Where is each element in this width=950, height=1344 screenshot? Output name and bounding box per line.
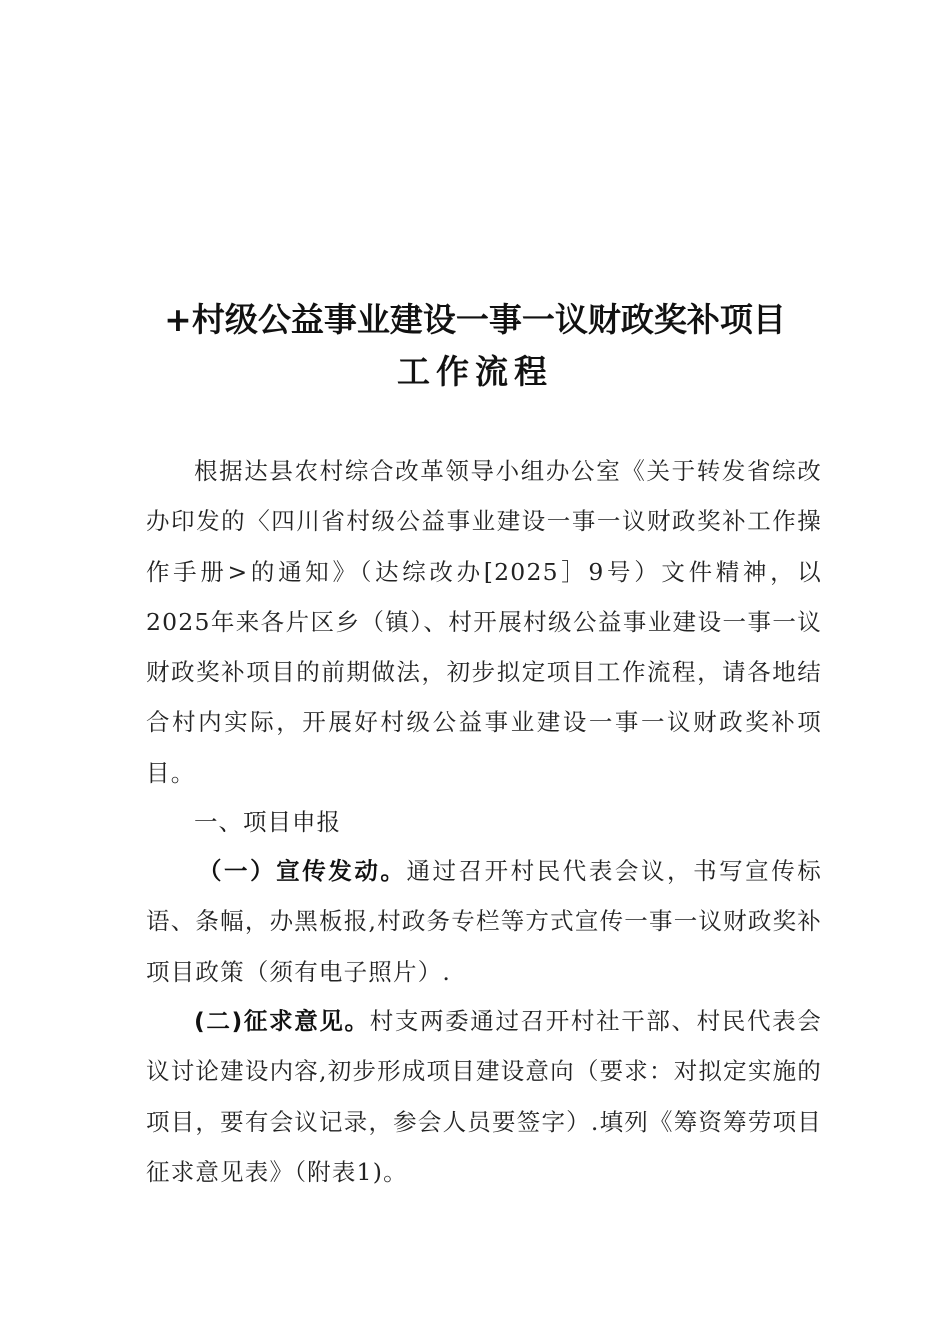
document-title-line-2: 工作流程 (397, 352, 553, 391)
item-solicit-opinions-text: 村支两委通过召开村社干部、村民代表会议讨论建设内容,初步形成项目建设意向（要求：对拟定实施的项目，要有会议记录，参会人员要签字）.填列《筹资筹劳项目征求意见表》（附表1)。 (146, 1007, 822, 1186)
item-publicity-paragraph (146, 846, 822, 997)
item-publicity-lead: （一）宣传发动。 (198, 857, 407, 885)
section-heading-project-application: 一、项目申报 (194, 808, 341, 836)
intro-paragraph: 根据达县农村综合改革领导小组办公室《关于转发省综改办印发的〈四川省村级公益事业建设一事一议财政奖补工作操作手册>的通知》（达综改办[2025］9号）文件精神，以2025年来各片区乡（镇）、村开展村级公益事业建设一事一议财政奖补项目的前期做法，初步拟定项目工作流程，请各地结合村内实际，开展好村级公益事业建设一事一议财政奖补项目。 (146, 457, 822, 787)
document-title-line-1: +村级公益事业建设一事一议财政奖补项目 (164, 300, 786, 339)
item-publicity-text: 通过召开村民代表会议，书写宣传标语、条幅，办黑板报,村政务专栏等方式宣传一事一议财政奖补项目政策（须有电子照片）. (146, 857, 822, 986)
item-solicit-opinions-lead: (二)征求意见。 (194, 1007, 370, 1035)
item-solicit-opinions-paragraph (146, 996, 822, 1197)
